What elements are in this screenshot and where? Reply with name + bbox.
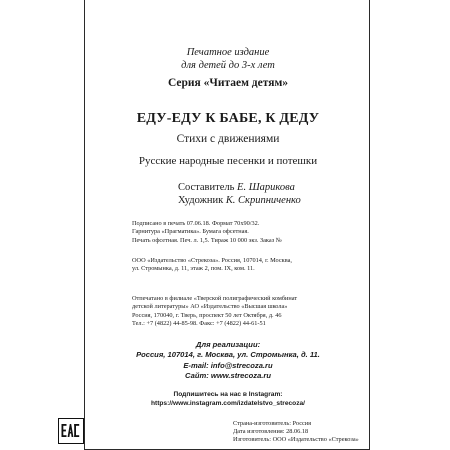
sales-address: Россия, 107014, г. Москва, ул. Стромынка, д. 11. xyxy=(136,350,320,360)
publisher-line: ООО «Издательство «Стрекоза». Россия, 107014, г. Москва, xyxy=(132,257,292,264)
eac-mark-icon xyxy=(58,418,84,444)
compiler-label: Составитель xyxy=(178,182,235,193)
book-subtitle: Стихи с движениями xyxy=(176,133,280,145)
print-info-line: Печать офсетная. Печ. л. 1,5. Тираж 10 000 экз. Заказ № xyxy=(132,236,282,244)
social-info xyxy=(85,391,371,408)
artist-line xyxy=(178,194,301,207)
compiler-line xyxy=(178,181,301,194)
book-title: ЕДУ-ЕДУ К БАБЕ, К ДЕДУ xyxy=(136,111,320,126)
printer-line: Россия, 170040, г. Тверь, проспект 50 лет Октября, д. 46 xyxy=(132,311,282,319)
manufacturer-line: Изготовитель: ООО «Издательство «Стрекоза» xyxy=(233,436,359,444)
artist-label: Художник xyxy=(178,195,224,206)
book-description: Русские народные песенки и потешки xyxy=(138,155,318,167)
sales-website: Сайт: www.strecoza.ru xyxy=(185,371,271,381)
series-title: Серия «Читаем детям» xyxy=(167,77,289,89)
edition-note xyxy=(85,46,371,72)
publisher-info xyxy=(132,257,292,274)
credits xyxy=(178,181,301,207)
publisher-line: ул. Стромынка, д. 11, этаж 2, пом. IX, ком. 11. xyxy=(132,265,255,273)
date-line: Дата изготовления: 28.06.18 xyxy=(233,428,309,436)
print-info xyxy=(132,220,282,245)
sales-heading: Для реализации: xyxy=(195,340,261,349)
compiler-name: Е. Шарикова xyxy=(237,182,295,193)
printer-line: Отпечатано в филиале «Тверской полиграфический комбинат xyxy=(132,295,298,302)
printer-info xyxy=(132,295,297,329)
imprint-page xyxy=(85,0,371,450)
social-heading: Подпишитесь на нас в Instagram: xyxy=(173,391,283,398)
artist-name: К. Скрипниченко xyxy=(225,195,301,206)
instagram-link[interactable]: https://www.instagram.com/izdatelstvo_strecoza/ xyxy=(150,399,305,407)
sales-email: E-mail: info@strecoza.ru xyxy=(183,360,273,370)
printer-line: Тел.: +7 (4822) 44-85-98. Факс: +7 (4822) 44-61-51 xyxy=(132,320,266,328)
country-line: Страна-изготовитель: Россия xyxy=(233,420,312,427)
edition-line-1: Печатное издание xyxy=(186,47,270,58)
sales-info xyxy=(85,340,371,382)
printer-line: детской литературы» АО «Издательство «Высшая школа» xyxy=(132,303,288,311)
print-info-line: Подписано в печать 07.06.18. Формат 70х90/32. xyxy=(132,220,260,227)
print-info-line: Гарнитура «Прагматика». Бумага офсетная. xyxy=(132,228,249,236)
manufacturer-info xyxy=(233,420,359,445)
edition-line-2: для детей до 3-х лет xyxy=(181,60,275,71)
page-frame xyxy=(84,0,370,450)
